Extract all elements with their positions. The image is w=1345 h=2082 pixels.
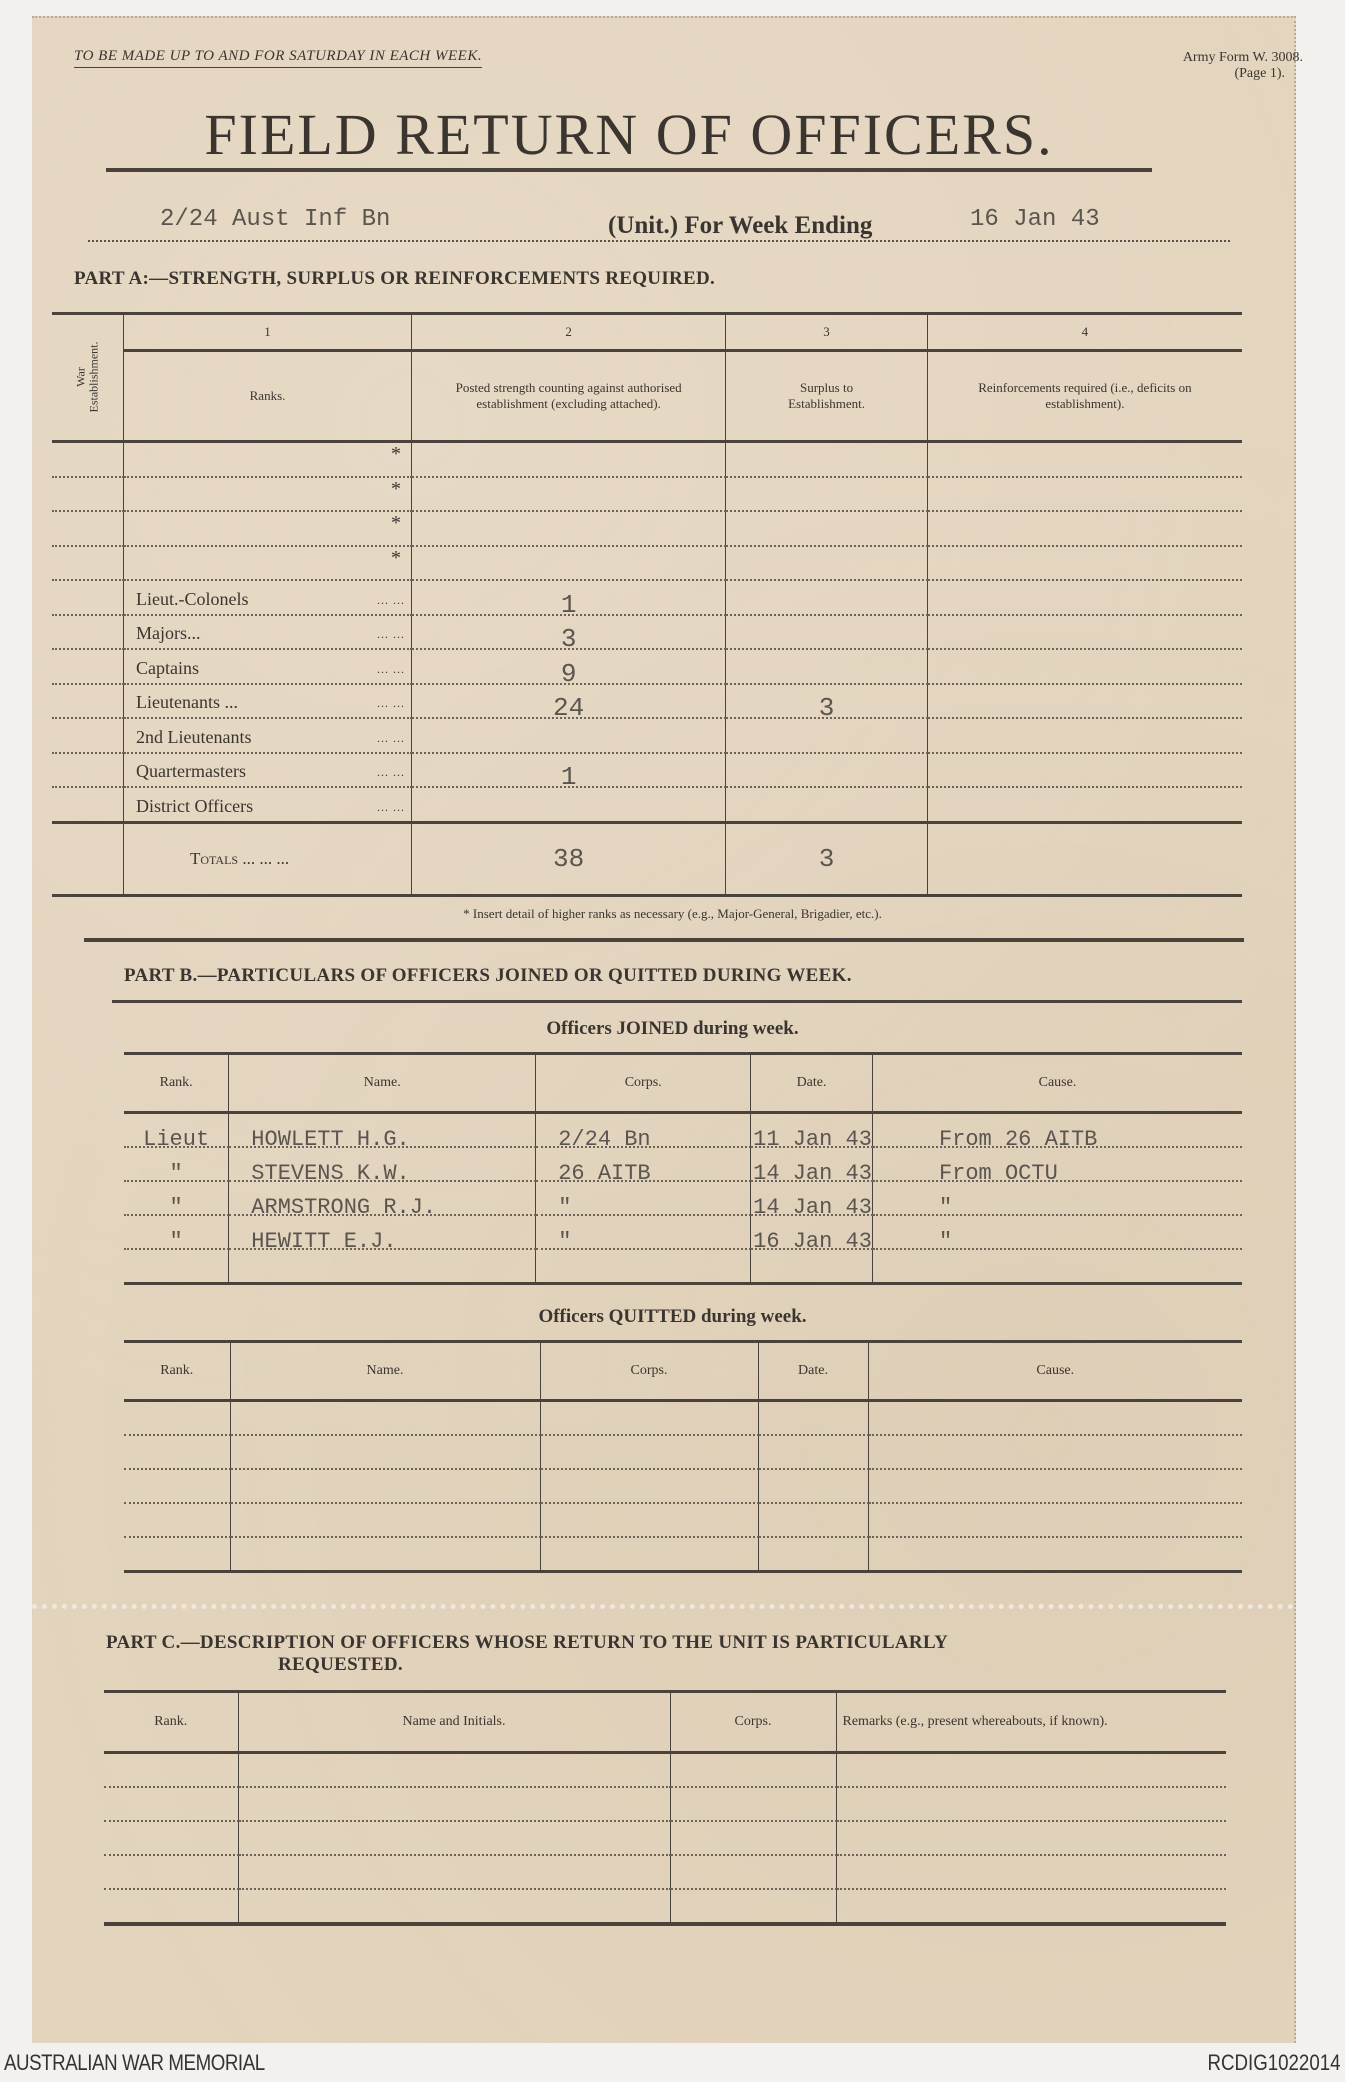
remarks-cell[interactable]: [836, 1821, 1226, 1855]
joined-row: [124, 1147, 1242, 1181]
quitted-row: [124, 1503, 1242, 1537]
rank-value: ": [169, 1229, 183, 1254]
surplus-cell[interactable]: [726, 615, 928, 650]
name-cell[interactable]: [229, 1181, 536, 1220]
rank-label: Lieutenants ...: [136, 692, 238, 712]
remarks-cell[interactable]: [836, 1855, 1226, 1889]
cause-value: ": [938, 1195, 953, 1220]
unit-value[interactable]: 2/24 Aust Inf Bn: [160, 206, 391, 233]
remarks-cell[interactable]: [836, 1753, 1226, 1788]
corps-cell[interactable]: [670, 1787, 836, 1821]
total-posted[interactable]: 38: [412, 822, 726, 895]
date-cell[interactable]: [758, 1401, 868, 1436]
part-c-table: [104, 1690, 1226, 1926]
week-ending-value[interactable]: 16 Jan 43: [970, 206, 1100, 233]
cause-cell[interactable]: [872, 1113, 1242, 1152]
date-cell[interactable]: [751, 1249, 873, 1284]
cause-cell[interactable]: [872, 1249, 1242, 1284]
corps-cell[interactable]: [536, 1147, 751, 1186]
corps-value: 26 AITB: [558, 1161, 651, 1186]
joined-cause-header: Cause.: [872, 1054, 1242, 1113]
quitted-row: [124, 1537, 1242, 1572]
posted-value: 1: [560, 762, 577, 792]
part-a-heading: PART A:—STRENGTH, SURPLUS OR REINFORCEMENTS REQUIRED.: [74, 268, 716, 289]
rank-cell[interactable]: [124, 1215, 229, 1254]
cause-cell[interactable]: [872, 1147, 1242, 1186]
quitted-date-header: Date.: [758, 1342, 868, 1401]
perforation-line: [32, 1604, 1294, 1609]
posted-value: 3: [560, 624, 577, 654]
column-number-3: 3: [726, 314, 928, 351]
reinforcements-header: Reinforcements required (i.e., deficits on establishment).: [927, 351, 1242, 442]
rank-cell[interactable]: [104, 1855, 238, 1889]
part-c-row: [104, 1753, 1226, 1788]
rank-label-cell: [124, 615, 412, 650]
corps-cell[interactable]: [536, 1215, 751, 1254]
posted-cell[interactable]: [412, 546, 726, 581]
reinforcements-cell[interactable]: [927, 615, 1242, 650]
form-number: [1183, 50, 1303, 82]
posted-cell[interactable]: [412, 684, 726, 723]
name-cell[interactable]: [229, 1113, 536, 1152]
war-establishment-cell[interactable]: [52, 546, 124, 581]
surplus-cell[interactable]: [726, 546, 928, 581]
part-c-row: [104, 1855, 1226, 1889]
quitted-corps-header: Corps.: [540, 1342, 758, 1401]
rank-cell[interactable]: [104, 1821, 238, 1855]
reinforcements-cell[interactable]: [927, 649, 1242, 684]
leader-dots: ... ...: [377, 627, 406, 641]
war-establishment-cell[interactable]: [52, 477, 124, 512]
rank-value: Lieut: [143, 1127, 210, 1152]
rank-cell[interactable]: [124, 1147, 229, 1186]
form-page-text: (Page 1).: [1234, 66, 1285, 81]
quitted-name-header: Name.: [230, 1342, 540, 1401]
corps-value: 2/24 Bn: [558, 1127, 651, 1152]
part-c-row: [104, 1787, 1226, 1821]
name-value: HOWLETT H.G.: [251, 1127, 410, 1152]
name-cell[interactable]: [229, 1249, 536, 1284]
part-a-rank-row: [52, 753, 1242, 788]
surplus-header: Surplus to Establishment.: [726, 351, 928, 442]
rank-cell[interactable]: [124, 1401, 230, 1436]
partc-rank-header: Rank.: [104, 1692, 238, 1753]
joined-row: [124, 1181, 1242, 1215]
joined-table: [124, 1052, 1242, 1285]
rank-cell[interactable]: [104, 1889, 238, 1924]
joined-rank-header: Rank.: [124, 1054, 229, 1113]
posted-value: 24: [553, 693, 585, 723]
date-cell[interactable]: [751, 1181, 873, 1220]
partc-remarks-header: Remarks (e.g., present whereabouts, if known).: [836, 1692, 1226, 1753]
cause-value: ": [938, 1229, 953, 1254]
surplus-cell[interactable]: [726, 511, 928, 546]
joined-row: [124, 1249, 1242, 1284]
joined-corps-header: Corps.: [536, 1054, 751, 1113]
name-cell[interactable]: [238, 1889, 670, 1924]
rank-label-cell: [124, 718, 412, 753]
quitted-table: [124, 1340, 1242, 1573]
reinforcements-cell[interactable]: [927, 477, 1242, 512]
posted-cell[interactable]: [412, 442, 726, 477]
cause-cell[interactable]: [868, 1537, 1242, 1572]
archive-id: RCDIG1022014: [1207, 2050, 1341, 2075]
remarks-cell[interactable]: [836, 1889, 1226, 1924]
part-a-table: [52, 312, 1242, 897]
cause-cell[interactable]: [872, 1215, 1242, 1254]
corps-value: ": [558, 1195, 572, 1220]
rank-label: Lieut.-Colonels: [136, 588, 249, 609]
name-value: ARMSTRONG R.J.: [251, 1195, 437, 1220]
joined-date-header: Date.: [751, 1054, 873, 1113]
war-establishment-cell[interactable]: [52, 718, 124, 753]
date-cell[interactable]: [751, 1215, 873, 1254]
corps-cell[interactable]: [540, 1435, 758, 1469]
rank-label-cell: [124, 580, 412, 615]
name-cell[interactable]: [238, 1787, 670, 1821]
leader-dots: ... ...: [377, 765, 406, 779]
surplus-cell[interactable]: [726, 753, 928, 788]
surplus-cell[interactable]: [726, 649, 928, 684]
cause-value: From 26 AITB: [938, 1127, 1098, 1152]
corps-value: ": [558, 1229, 572, 1254]
total-reinforcements[interactable]: [927, 822, 1242, 895]
date-value: 14 Jan 43: [753, 1161, 872, 1186]
leader-dots: ... ...: [377, 696, 406, 710]
corps-cell[interactable]: [670, 1753, 836, 1788]
cause-cell[interactable]: [868, 1469, 1242, 1503]
column-number-4: 4: [927, 314, 1242, 351]
war-establishment-cell[interactable]: [52, 511, 124, 546]
rank-cell[interactable]: [124, 1249, 229, 1284]
reinforcements-cell[interactable]: [927, 684, 1242, 719]
surplus-cell[interactable]: [726, 684, 928, 723]
footnote: * Insert detail of higher ranks as necessary (e.g., Major-General, Brigadier, etc.).: [463, 906, 882, 921]
rank-value: ": [169, 1161, 183, 1186]
name-value: STEVENS K.W.: [251, 1161, 410, 1186]
rank-cell[interactable]: [104, 1753, 238, 1788]
ranks-header: Ranks.: [124, 351, 412, 442]
part-a-rank-row: [52, 615, 1242, 650]
part-a-blank-row: [52, 477, 1242, 512]
corps-cell[interactable]: [540, 1503, 758, 1537]
joined-row: [124, 1113, 1242, 1148]
name-cell[interactable]: [230, 1469, 540, 1503]
reinforcements-cell[interactable]: [927, 511, 1242, 546]
remarks-cell[interactable]: [836, 1787, 1226, 1821]
name-cell[interactable]: [229, 1147, 536, 1186]
name-cell[interactable]: [230, 1503, 540, 1537]
rank-cell[interactable]: [124, 1503, 230, 1537]
cause-cell[interactable]: [868, 1401, 1242, 1436]
reinforcements-cell[interactable]: [927, 753, 1242, 788]
higher-rank-cell[interactable]: [124, 546, 412, 581]
reinforcements-cell[interactable]: [927, 580, 1242, 615]
leader-dots: ... ...: [377, 799, 406, 814]
part-a-blank-row: [52, 442, 1242, 477]
joined-row: [124, 1215, 1242, 1249]
name-cell[interactable]: [229, 1215, 536, 1254]
part-a-blank-row: [52, 546, 1242, 581]
partc-name-header: Name and Initials.: [238, 1692, 670, 1753]
rank-label-cell: [124, 684, 412, 719]
war-establishment-cell[interactable]: [52, 442, 124, 477]
rank-value: ": [169, 1195, 183, 1220]
part-c-heading-line1: PART C.—DESCRIPTION OF OFFICERS WHOSE RETURN TO THE UNIT IS PARTICULARLY: [106, 1632, 949, 1653]
posted-cell[interactable]: [412, 718, 726, 753]
war-establishment-header: War Establishment.: [52, 314, 124, 442]
war-establishment-total-cell[interactable]: [52, 822, 124, 895]
rank-cell[interactable]: [124, 1469, 230, 1503]
date-cell[interactable]: [751, 1147, 873, 1186]
name-cell[interactable]: [230, 1401, 540, 1436]
asterisk-marker: *: [391, 477, 402, 500]
surplus-cell[interactable]: [726, 580, 928, 615]
leader-dots: ... ...: [377, 661, 406, 676]
rank-cell[interactable]: [124, 1435, 230, 1469]
cause-cell[interactable]: [872, 1181, 1242, 1220]
reinforcements-cell[interactable]: [927, 787, 1242, 822]
reinforcements-cell[interactable]: [927, 718, 1242, 753]
corps-cell[interactable]: [540, 1469, 758, 1503]
part-a-rank-row: [52, 649, 1242, 684]
date-value: 16 Jan 43: [753, 1229, 872, 1254]
date-cell[interactable]: [751, 1113, 873, 1152]
column-number-2: 2: [412, 314, 726, 351]
posted-cell[interactable]: [412, 580, 726, 620]
posted-cell[interactable]: [412, 615, 726, 654]
part-c-heading-line2: REQUESTED.: [278, 1654, 403, 1675]
rank-cell[interactable]: [124, 1537, 230, 1572]
date-value: 11 Jan 43: [753, 1127, 872, 1152]
surplus-cell[interactable]: [726, 787, 928, 822]
war-establishment-cell[interactable]: [52, 649, 124, 684]
corps-cell[interactable]: [670, 1821, 836, 1855]
quitted-rank-header: Rank.: [124, 1342, 230, 1401]
posted-cell[interactable]: [412, 649, 726, 689]
section-divider: [84, 938, 1244, 942]
date-value: 14 Jan 43: [753, 1195, 872, 1220]
date-cell[interactable]: [758, 1469, 868, 1503]
part-a-rank-row: [52, 718, 1242, 753]
total-surplus[interactable]: 3: [726, 822, 928, 895]
quitted-row: [124, 1435, 1242, 1469]
corps-cell[interactable]: [536, 1181, 751, 1220]
part-b-rule: [112, 1000, 1242, 1003]
posted-strength-header: Posted strength counting against authorised establishment (excluding attached).: [412, 351, 726, 442]
date-cell[interactable]: [758, 1503, 868, 1537]
posted-cell[interactable]: [412, 753, 726, 792]
surplus-cell[interactable]: [726, 477, 928, 512]
name-cell[interactable]: [238, 1855, 670, 1889]
part-a-rank-row: [52, 787, 1242, 822]
rank-label: 2nd Lieutenants: [136, 726, 252, 747]
rank-cell[interactable]: [124, 1181, 229, 1220]
posted-cell[interactable]: [412, 787, 726, 822]
partc-corps-header: Corps.: [670, 1692, 836, 1753]
rank-label: Captains: [136, 657, 199, 678]
cause-cell[interactable]: [868, 1503, 1242, 1537]
war-establishment-cell[interactable]: [52, 684, 124, 719]
totals-label: Totals ... ... ...: [124, 822, 412, 895]
name-cell[interactable]: [238, 1753, 670, 1788]
higher-rank-cell[interactable]: [124, 442, 412, 477]
surplus-value: 3: [818, 693, 835, 723]
rank-label-cell: [124, 649, 412, 684]
reinforcements-cell[interactable]: [927, 546, 1242, 581]
archive-credit: AUSTRALIAN WAR MEMORIAL: [4, 2050, 265, 2075]
part-c-row: [104, 1821, 1226, 1855]
instruction-note: TO BE MADE UP TO AND FOR SATURDAY IN EACH WEEK.: [74, 48, 482, 68]
unit-week-label: (Unit.) For Week Ending: [608, 212, 873, 239]
rank-label: District Officers: [136, 795, 254, 816]
cause-value: From OCTU: [938, 1161, 1058, 1186]
part-b-heading: PART B.—PARTICULARS OF OFFICERS JOINED OR QUITTED DURING WEEK.: [124, 965, 852, 986]
part-a-rank-row: [52, 684, 1242, 719]
war-establishment-cell[interactable]: [52, 580, 124, 615]
posted-value: 1: [560, 589, 577, 620]
totals-row: [52, 822, 1242, 895]
posted-cell[interactable]: [412, 511, 726, 546]
corps-cell[interactable]: [536, 1113, 751, 1152]
higher-rank-cell[interactable]: [124, 477, 412, 512]
page-title: FIELD RETURN OF OFFICERS.: [106, 104, 1152, 172]
surplus-cell[interactable]: [726, 718, 928, 753]
quitted-cause-header: Cause.: [868, 1342, 1242, 1401]
leader-dots: ... ...: [377, 730, 406, 745]
form-number-text: Army Form W. 3008.: [1182, 50, 1303, 65]
joined-title: Officers JOINED during week.: [546, 1018, 799, 1039]
rank-label-cell: [124, 787, 412, 822]
war-establishment-cell[interactable]: [52, 787, 124, 822]
cause-cell[interactable]: [868, 1435, 1242, 1469]
war-establishment-cell[interactable]: [52, 615, 124, 650]
name-value: HEWITT E.J.: [251, 1229, 397, 1254]
corps-cell[interactable]: [670, 1855, 836, 1889]
posted-value: 9: [560, 658, 577, 689]
date-cell[interactable]: [758, 1537, 868, 1572]
name-cell[interactable]: [230, 1435, 540, 1469]
rank-label: Quartermasters: [136, 761, 246, 781]
reinforcements-cell[interactable]: [927, 442, 1242, 477]
part-a-rank-row: [52, 580, 1242, 615]
part-a-blank-row: [52, 511, 1242, 546]
war-establishment-cell[interactable]: [52, 753, 124, 788]
corps-cell[interactable]: [540, 1537, 758, 1572]
asterisk-marker: *: [391, 443, 402, 465]
corps-cell[interactable]: [536, 1249, 751, 1284]
rank-cell[interactable]: [104, 1787, 238, 1821]
quitted-row: [124, 1401, 1242, 1436]
joined-name-header: Name.: [229, 1054, 536, 1113]
date-cell[interactable]: [758, 1435, 868, 1469]
posted-cell[interactable]: [412, 477, 726, 512]
name-cell[interactable]: [230, 1537, 540, 1572]
name-cell[interactable]: [238, 1821, 670, 1855]
corps-cell[interactable]: [670, 1889, 836, 1924]
asterisk-marker: *: [391, 512, 402, 534]
corps-cell[interactable]: [540, 1401, 758, 1436]
rank-cell[interactable]: [124, 1113, 229, 1152]
asterisk-marker: *: [391, 546, 402, 569]
rank-label-cell: [124, 753, 412, 788]
quitted-title: Officers QUITTED during week.: [538, 1306, 807, 1327]
quitted-row: [124, 1469, 1242, 1503]
higher-rank-cell[interactable]: [124, 511, 412, 546]
part-c-row: [104, 1889, 1226, 1924]
leader-dots: ... ...: [377, 592, 406, 607]
surplus-cell[interactable]: [726, 442, 928, 477]
column-number-1: 1: [124, 314, 412, 351]
part-c-heading: [106, 1632, 1256, 1676]
rank-label: Majors...: [136, 623, 201, 643]
